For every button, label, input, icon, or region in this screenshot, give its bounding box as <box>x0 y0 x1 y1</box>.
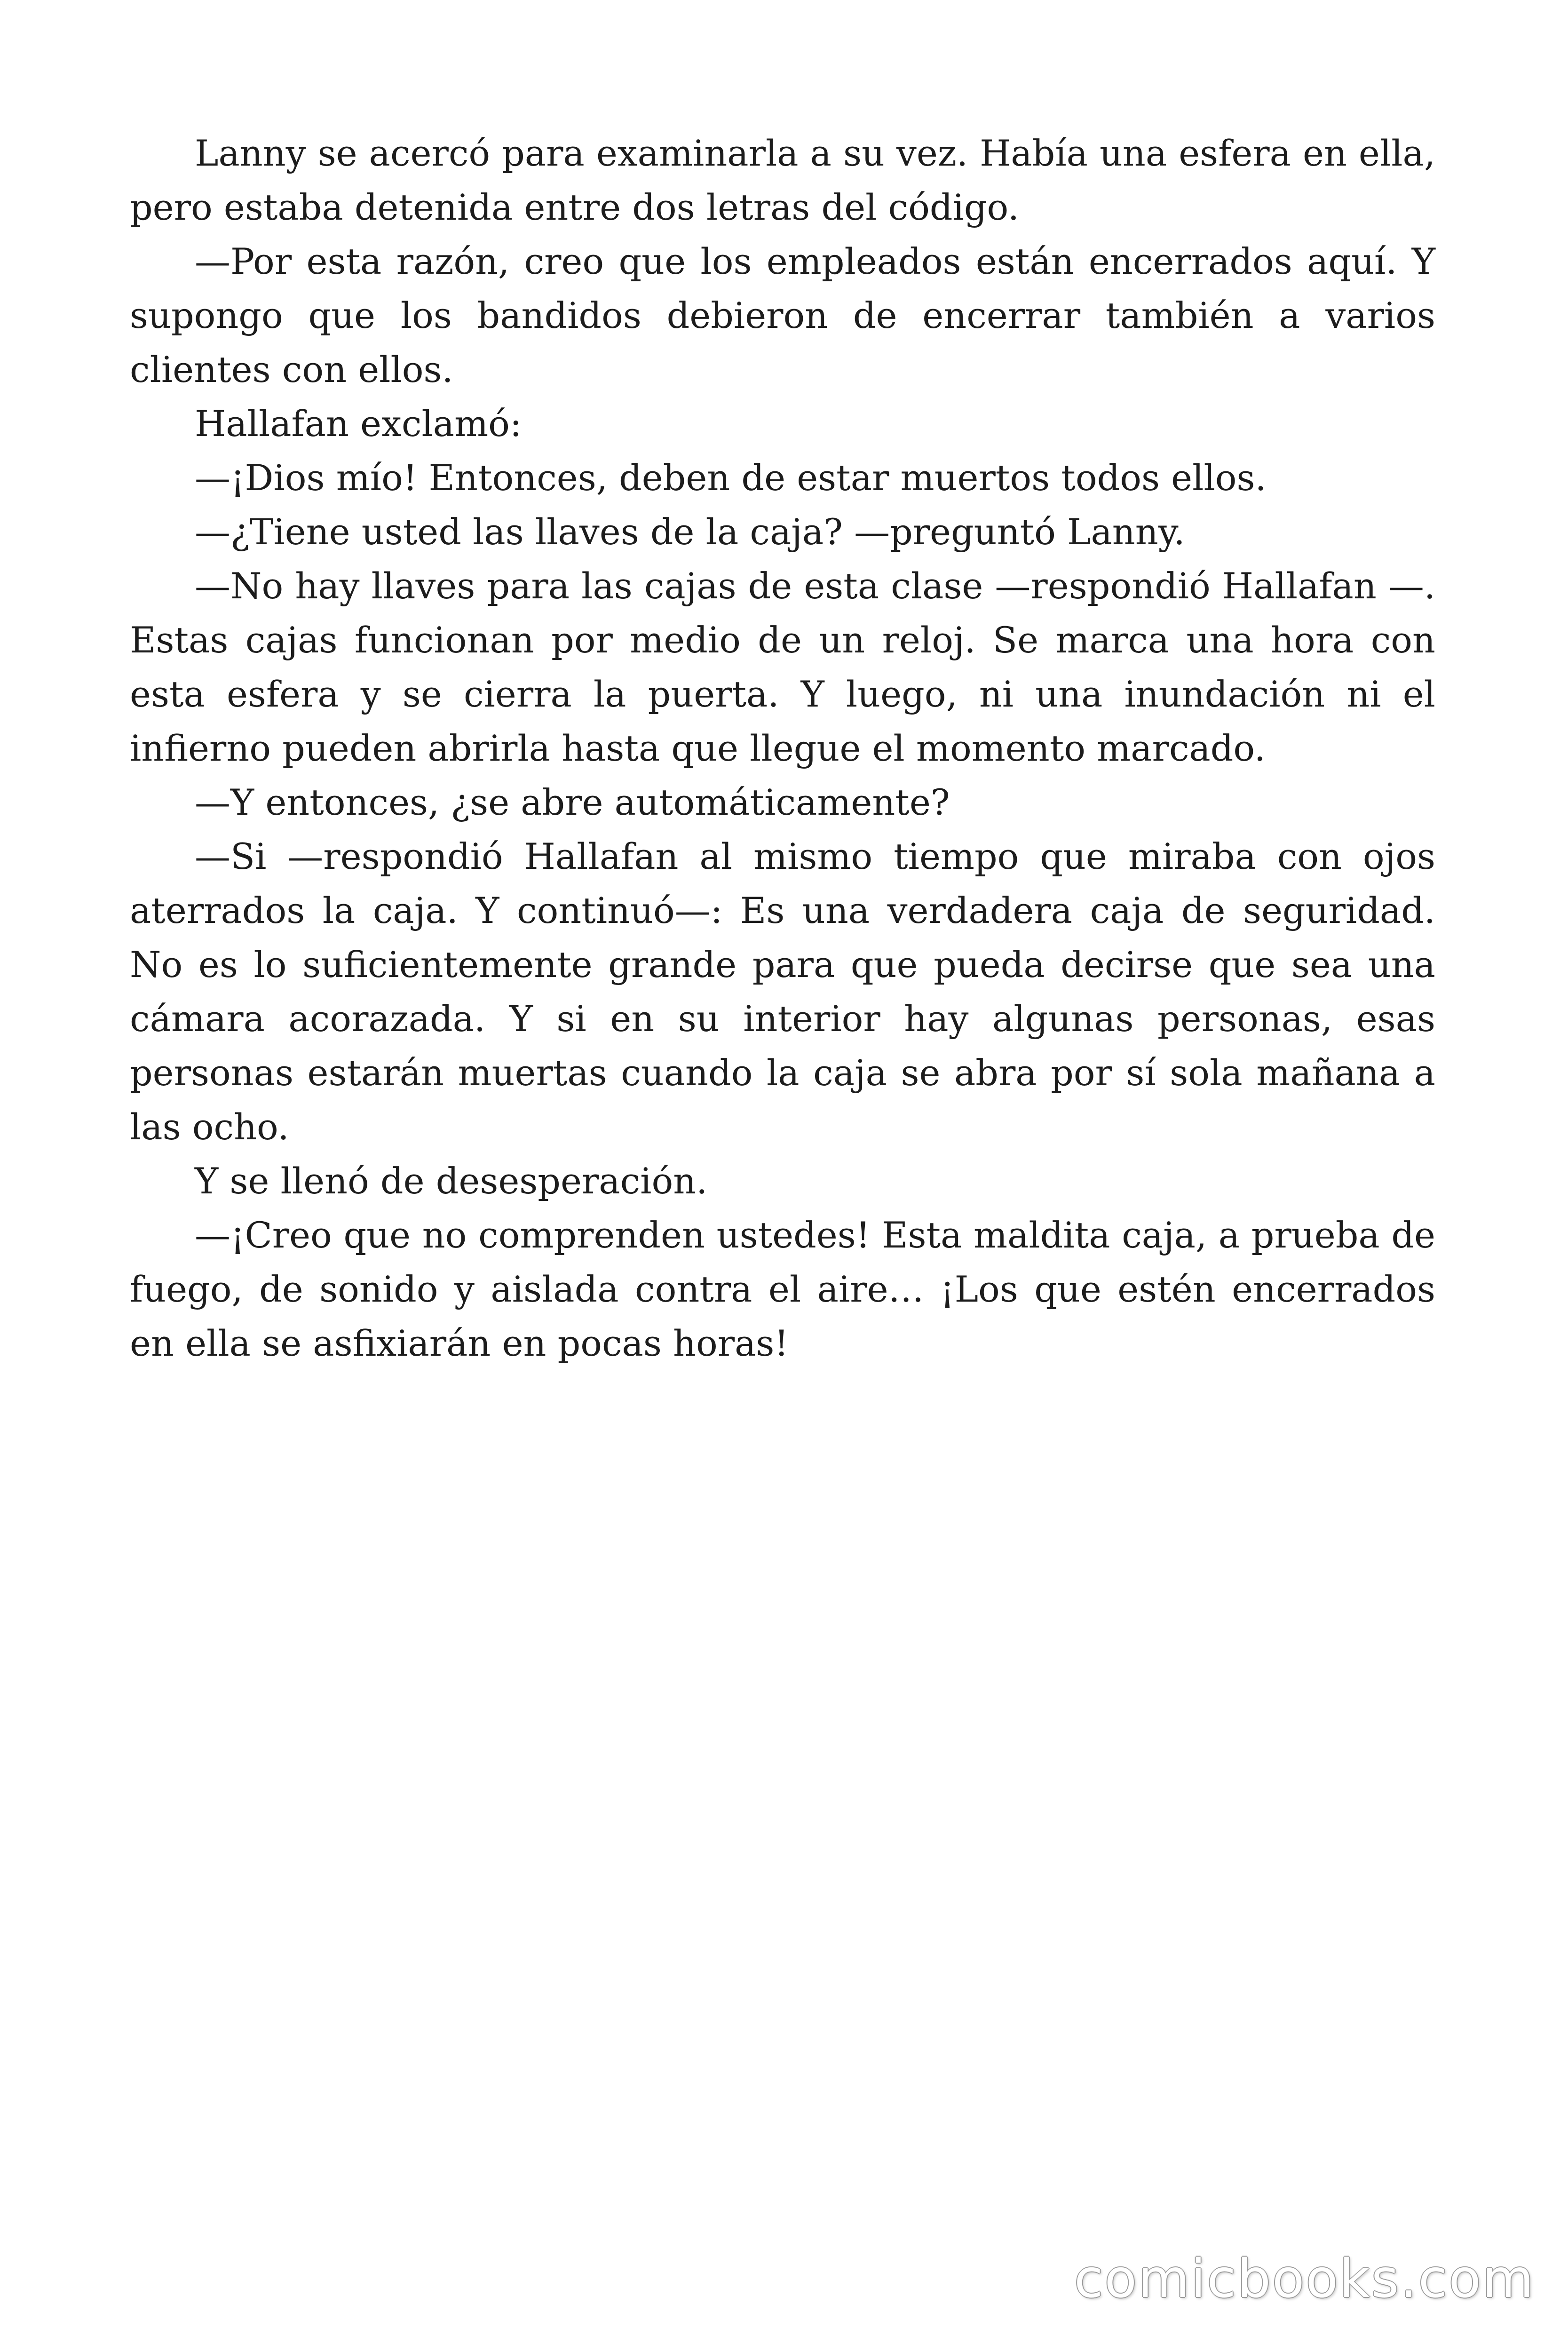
paragraph: —¡Dios mío! Entonces, deben de estar muertos todos ellos. <box>195 457 1267 499</box>
watermark: comicbooks.com <box>1074 2249 1535 2310</box>
paragraph: —Por esta razón, creo que los empleados están encerrados aquí. Y supongo que los bandidos debieron de encerrar también a varios clientes con ellos. <box>130 240 1435 390</box>
paragraph: —¡Creo que no comprenden ustedes! Esta maldita caja, a prueba de fuego, de sonido y aislada contra el aire… ¡Los que estén encerrados en ella se asfixiarán en pocas horas! <box>130 1214 1435 1364</box>
paragraph: Y se llenó de desesperación. <box>195 1160 708 1202</box>
paragraph: —Y entonces, ¿se abre automáticamente? <box>195 781 950 823</box>
paragraph: —¿Tiene usted las llaves de la caja? —preguntó Lanny. <box>195 511 1185 553</box>
paragraph: Hallafan exclamó: <box>195 403 522 445</box>
paragraph: Lanny se acercó para examinarla a su vez. Había una esfera en ella, pero estaba detenida entre dos letras del código. <box>130 132 1435 228</box>
paragraph: —No hay llaves para las cajas de esta clase —respondió Hallafan —. Estas cajas funcionan por medio de un reloj. Se marca una hora con esta esfera y se cierra la puerta. Y luego, ni una inundación ni el infierno pueden abrirla hasta que llegue el momento marcado. <box>130 565 1435 769</box>
paragraph: —Si —respondió Hallafan al mismo tiempo que miraba con ojos aterrados la caja. Y continuó—: Es una verdadera caja de seguridad. No es lo suficientemente grande para que pueda decirse que sea una cámara acorazada. Y si en su interior hay algunas personas, esas personas estarán muertas cuando la caja se abra por sí sola mañana a las ocho. <box>130 835 1435 1148</box>
body-text <box>130 126 1435 1370</box>
